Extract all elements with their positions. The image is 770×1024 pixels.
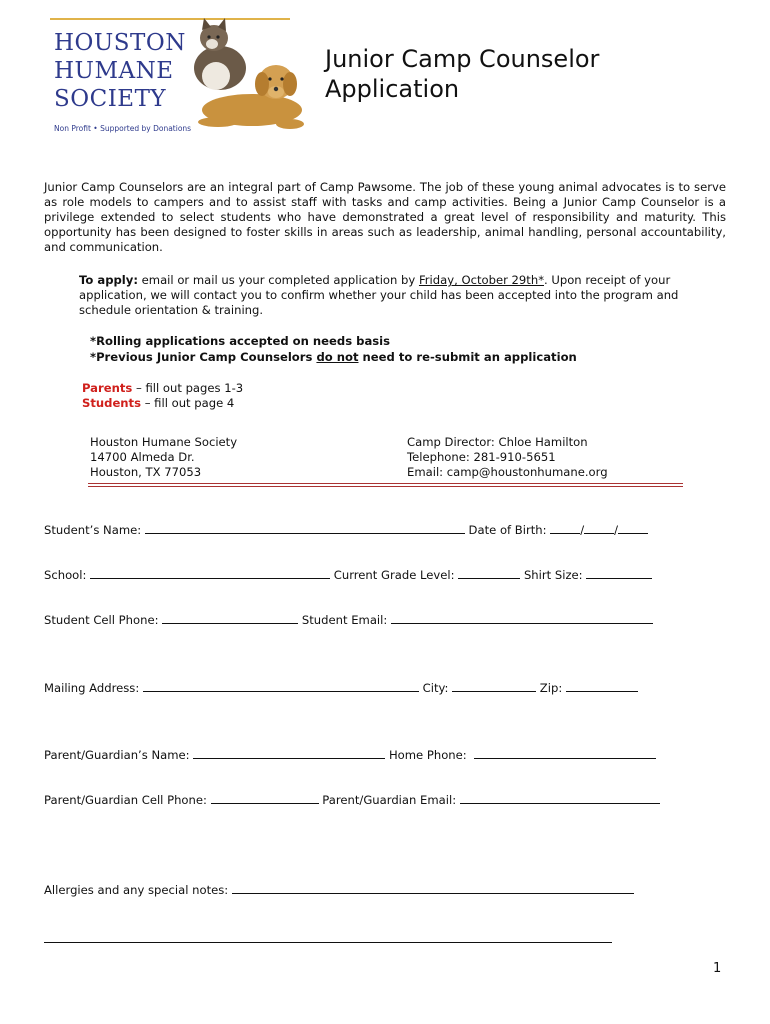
logo-line-2: HUMANE	[54, 58, 174, 84]
guardian-email-label: Parent/Guardian Email:	[322, 793, 457, 807]
city-field[interactable]	[452, 680, 536, 692]
note-previous-after: need to re-submit an application	[358, 350, 577, 364]
shirt-label: Shirt Size:	[523, 568, 583, 582]
school-field[interactable]	[90, 567, 330, 579]
contact-director: Camp Director: Chloe Hamilton	[407, 435, 588, 449]
dob-day-field[interactable]	[584, 522, 614, 534]
apply-label: To apply:	[79, 273, 138, 287]
apply-text-before: email or mail us your completed application by	[137, 273, 419, 287]
form-row-student-contact	[44, 612, 653, 628]
student-name-field[interactable]	[145, 522, 465, 534]
mailing-field[interactable]	[143, 680, 419, 692]
note-previous-before: *Previous Junior Camp Counselors	[90, 350, 317, 364]
apply-paragraph	[79, 273, 699, 318]
note-previous-underlined: do not	[316, 350, 359, 364]
zip-field[interactable]	[566, 680, 638, 692]
form-row-name-dob	[44, 522, 648, 538]
form-row-mailing	[44, 680, 638, 696]
form-row-guardian-contact	[44, 792, 660, 808]
logo-line-1: HOUSTON	[54, 30, 186, 56]
logo-line-3: SOCIETY	[54, 86, 167, 112]
dob-year-field[interactable]	[618, 522, 648, 534]
students-instruction	[82, 396, 243, 411]
address-org: Houston Humane Society	[90, 435, 238, 449]
form-row-allergies	[44, 882, 634, 898]
dob-label: Date of Birth:	[468, 523, 547, 537]
contact-email: Email: camp@houstonhumane.org	[407, 465, 608, 479]
zip-label: Zip:	[539, 681, 563, 695]
cat-and-dog-illustration	[178, 18, 312, 136]
page-number: 1	[713, 961, 722, 976]
guardian-cell-label: Parent/Guardian Cell Phone:	[44, 793, 207, 807]
dob-sep-1: /	[580, 523, 585, 537]
parents-text: – fill out pages 1-3	[132, 381, 244, 395]
dob-sep-2: /	[614, 523, 619, 537]
note-rolling: *Rolling applications accepted on needs basis	[90, 334, 391, 348]
allergies-continuation-field[interactable]	[44, 942, 612, 943]
address-street: 14700 Almeda Dr.	[90, 450, 195, 464]
school-label: School:	[44, 568, 87, 582]
contact-phone: Telephone: 281-910-5651	[407, 450, 556, 464]
divider-bottom	[88, 486, 683, 487]
page-title	[325, 44, 599, 104]
shirt-field[interactable]	[586, 567, 652, 579]
student-email-field[interactable]	[391, 612, 653, 624]
student-email-label: Student Email:	[301, 613, 388, 627]
title-line-2: Application	[325, 75, 460, 103]
city-label: City:	[422, 681, 449, 695]
note-previous	[90, 349, 577, 365]
home-phone-label: Home Phone:	[388, 748, 467, 762]
address-city: Houston, TX 77053	[90, 465, 202, 479]
role-instructions	[82, 381, 243, 411]
guardian-name-field[interactable]	[193, 747, 385, 759]
student-cell-label: Student Cell Phone:	[44, 613, 159, 627]
application-notes	[90, 333, 577, 365]
guardian-email-field[interactable]	[460, 792, 660, 804]
student-cell-field[interactable]	[162, 612, 298, 624]
parents-label: Parents	[82, 381, 133, 395]
students-text: – fill out page 4	[141, 396, 235, 410]
parents-instruction	[82, 381, 243, 396]
students-label: Students	[82, 396, 142, 410]
guardian-name-label: Parent/Guardian’s Name:	[44, 748, 190, 762]
allergies-field[interactable]	[232, 882, 634, 894]
form-row-guardian	[44, 747, 656, 763]
apply-text-after: . Upon receipt of your application, we will contact you to confirm whether your child has been accepted into the program and schedule orientation & training.	[79, 273, 679, 317]
grade-field[interactable]	[458, 567, 520, 579]
mailing-label: Mailing Address:	[44, 681, 140, 695]
form-row-school	[44, 567, 652, 583]
divider-top	[88, 483, 683, 484]
intro-paragraph: Junior Camp Counselors are an integral part of Camp Pawsome. The job of these young animal advocates is to serve as role models to campers and to assist staff with tasks and camp activities. Being a Junior Camp Counselor is a privilege extended to select students who have demonstrated a great level of responsibility and maturity. This opportunity has been designed to foster skills in areas such as leadership, animal handling, personal accountability, and communication.	[44, 180, 726, 254]
apply-deadline: Friday, October 29th*	[418, 273, 544, 287]
home-phone-field[interactable]	[474, 747, 656, 759]
dob-month-field[interactable]	[550, 522, 580, 534]
student-name-label: Student’s Name:	[44, 523, 142, 537]
logo-tagline: Non Profit • Supported by Donations	[54, 124, 192, 133]
mailing-address-block	[90, 435, 237, 480]
contact-block	[407, 435, 608, 480]
title-line-1: Junior Camp Counselor	[325, 45, 600, 73]
allergies-label: Allergies and any special notes:	[44, 883, 229, 897]
grade-label: Current Grade Level:	[333, 568, 455, 582]
houston-humane-society-logo	[50, 18, 312, 136]
guardian-cell-field[interactable]	[211, 792, 319, 804]
